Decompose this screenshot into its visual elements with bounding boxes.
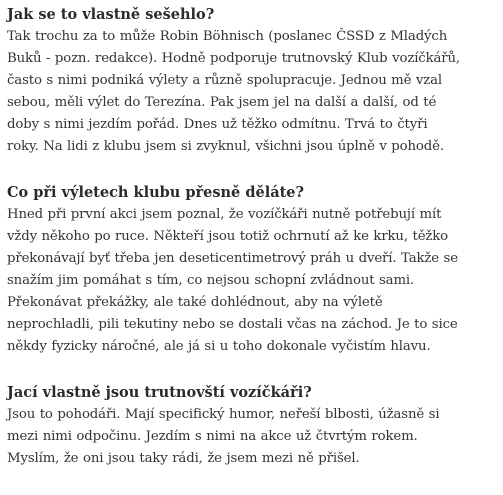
answer-line: mezi nimi odpočinu. Jezdím s nimi na akce už čtvrtým rokem. xyxy=(7,429,418,444)
answer-line: roky. Na lidi z klubu jsem si zvyknul, všichni jsou úplně v pohodě. xyxy=(7,139,444,154)
question-heading: Jací vlastně jsou trutnovští vozíčkáři? xyxy=(7,384,312,401)
qa-section xyxy=(7,182,499,358)
qa-section xyxy=(7,382,499,470)
answer-line: sebou, měli výlet do Terezína. Pak jsem jel na další a další, od té xyxy=(7,95,437,110)
answer-line: Buků - pozn. redakce). Hodně podporuje trutnovský Klub vozíčkářů, xyxy=(7,51,460,66)
answer-paragraph xyxy=(7,204,499,358)
answer-line: často s nimi podniká výlety a různě spolupracuje. Jednou mě vzal xyxy=(7,73,443,88)
answer-line: Myslím, že oni jsou taky rádi, že jsem mezi ně přišel. xyxy=(7,451,360,466)
answer-paragraph xyxy=(7,404,499,470)
question-heading: Jak se to vlastně sešehlo? xyxy=(7,6,215,23)
answer-line: Hned při první akci jsem poznal, že vozíčkáři nutně potřebují mít xyxy=(7,207,442,222)
question-heading: Co při výletech klubu přesně děláte? xyxy=(7,184,305,201)
interview-article xyxy=(7,4,499,470)
qa-section xyxy=(7,4,499,158)
answer-line: Jsou to pohodáři. Mají specifický humor, neřeší blbosti, úžasně si xyxy=(7,407,440,422)
answer-line: někdy fyzicky náročné, ale já si u toho dokonale vyčistím hlavu. xyxy=(7,339,431,354)
answer-paragraph xyxy=(7,26,499,158)
answer-line: Překonávat překážky, ale také dohlédnout, aby na výletě xyxy=(7,295,383,310)
answer-line: snažím jim pomáhat s tím, co nejsou schopní zvládnout sami. xyxy=(7,273,415,288)
answer-line: neprochladli, pili tekutiny nebo se dostali včas na záchod. Je to sice xyxy=(7,317,458,332)
answer-line: překonávají byť třeba jen deseticentimetrový práh u dveří. Takže se xyxy=(7,251,458,266)
answer-line: vždy někoho po ruce. Někteří jsou totiž ochrnutí až ke krku, těžko xyxy=(7,229,449,244)
answer-line: doby s nimi jezdím pořád. Dnes už těžko odmítnu. Trvá to čtyři xyxy=(7,117,428,132)
answer-line: Tak trochu za to může Robin Böhnisch (poslanec ČSSD z Mladých xyxy=(7,29,448,44)
